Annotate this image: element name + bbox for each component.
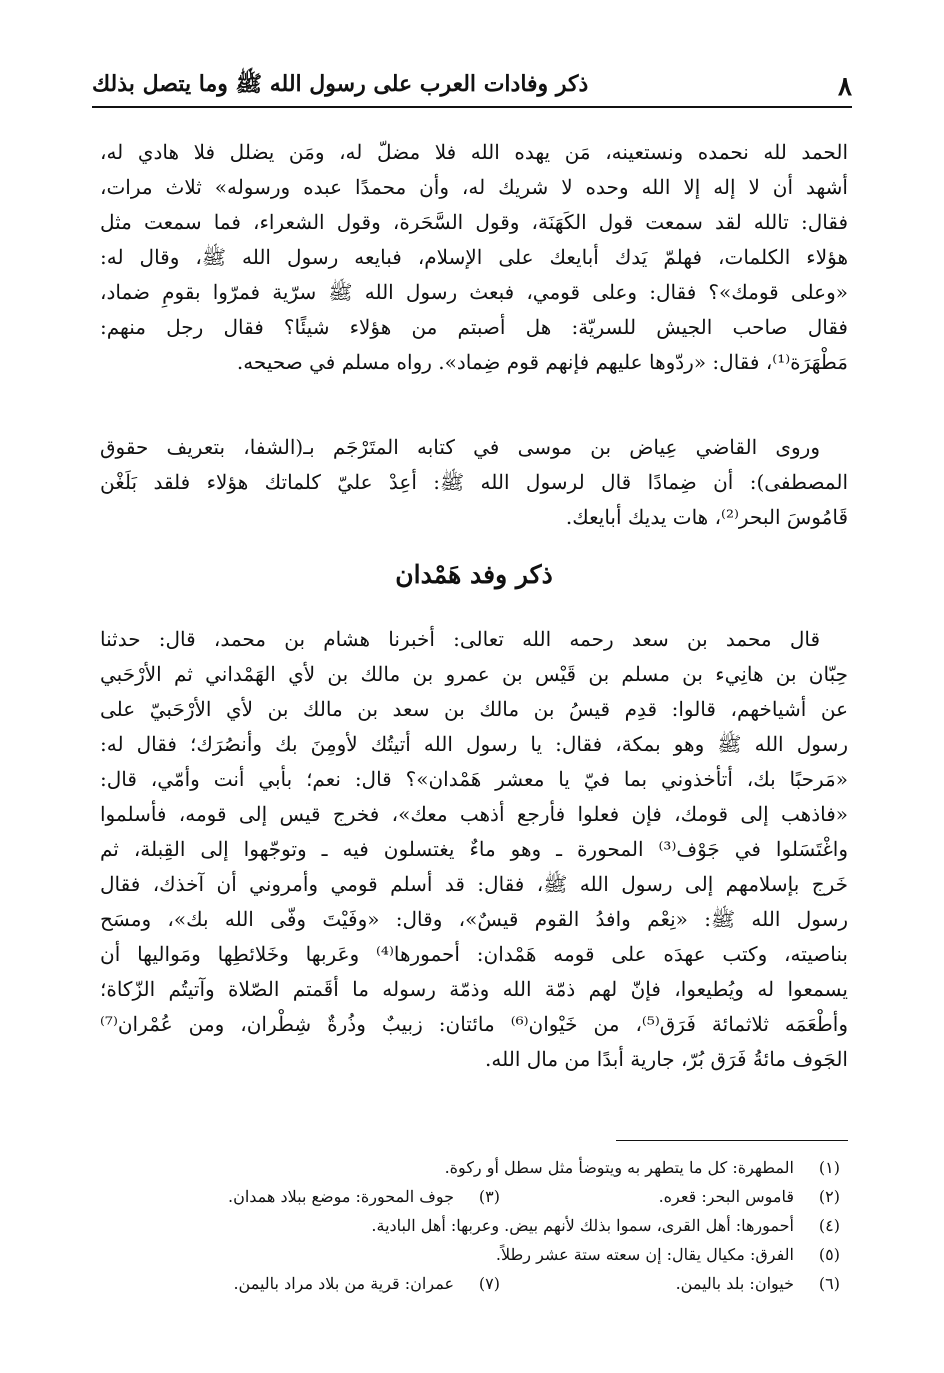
footnote-row bbox=[120, 1182, 840, 1211]
page-header bbox=[92, 58, 852, 108]
text-line: مَطْهَرَة⁽¹⁾، فقال: «ردّوها عليهم فإنهم قوم ضِماد». رواه مسلم في صحيحه. bbox=[236, 350, 848, 374]
text-line: فقال صاحب الجيش للسريّة: هل أصبتم من هؤلاء شيئًا؟ فقال رجل منهم: bbox=[100, 315, 848, 339]
text-line: عن أشياخهم، قالوا: قدِم قيسُ بن مالك بن سعد بن مالك بن لأي الأرْحَبيّ على bbox=[100, 697, 848, 721]
footnote-text: المطهرة: كل ما يتطهر به ويتوضأ مثل سطل أو ركوة. bbox=[444, 1158, 794, 1177]
text-line: حِبّان بن هانِيء بن مسلم بن قَيْس بن عمرو بن مالك بن لأي الهَمْداني ثم الأرْحَبي bbox=[100, 662, 848, 686]
text-line: الجَوف مائةُ فَرَق بُرّ، جارية أبدًا من مال الله. bbox=[485, 1047, 848, 1071]
footnote-number: (٢) bbox=[818, 1187, 840, 1206]
text-line: الحمد لله نحمده ونستعينه، مَن يهده الله فلا مضلّ له، ومَن يضلل فلا هادي له، bbox=[100, 140, 848, 164]
text-line: «فاذهب إلى قومك، فإن فعلوا فأرجع أذهب معك»، فخرج قيس إلى قومه، فأسلموا bbox=[100, 802, 848, 826]
footnote-4 bbox=[371, 1211, 840, 1240]
footnote-text: جوف المحورة: موضع ببلاد همدان. bbox=[227, 1187, 454, 1206]
footnote-text: خيوان: بلد باليمن. bbox=[675, 1274, 794, 1293]
text-line: قال محمد بن سعد رحمه الله تعالى: أخبرنا هشام بن محمد، قال: حدثنا bbox=[100, 627, 820, 651]
footnote-divider bbox=[616, 1140, 848, 1141]
footnote-row bbox=[120, 1211, 840, 1240]
paragraph-2 bbox=[100, 430, 848, 535]
section-heading: ذكر وفد هَمْدان bbox=[395, 560, 553, 589]
text-line: وأطْعَمَه ثلاثمائة فَرَق⁽⁵⁾، من خَيْوان⁽⁶⁾ مائتان: زبيبٌ وذُرةٌ شِطْران، ومن عُمْران⁽⁷⁾ bbox=[100, 1012, 848, 1036]
footnotes bbox=[120, 1153, 840, 1298]
footnote-row bbox=[120, 1269, 840, 1298]
footnote-number: (١) bbox=[818, 1158, 840, 1177]
footnote-number: (٣) bbox=[478, 1187, 500, 1206]
footnote-text: عمران: قرية من بلاد مراد باليمن. bbox=[233, 1274, 454, 1293]
footnote-5 bbox=[496, 1240, 840, 1269]
text-line: رسول الله ﷺ: «نِعْم وافدُ القوم قيسٌ»، وقال: «وفَيْتَ وفّى الله بك»، ومسَح bbox=[100, 907, 848, 931]
text-line: «مَرحبًا بك، أتأخذوني بما فيّ يا معشر هَمْدان»؟ قال: نعم؛ بأبي أنت وأمّي، قال: bbox=[100, 767, 848, 791]
text-line: هؤلاء الكلمات، فهلمّ يَدك أبايعك على الإسلام، فبايعه رسول الله ﷺ، وقال له: bbox=[100, 245, 848, 269]
footnote-number: (٦) bbox=[818, 1274, 840, 1293]
text-line: يسمعوا له ويُطيعوا، فإنّ لهم ذمّة الله وذمّة رسوله ما أقَمتم الصّلاة وآتيتُم الزّكاة؛ bbox=[100, 977, 848, 1001]
page-number: ٨ bbox=[838, 72, 852, 102]
footnote-text: الفرق: مكيال يقال: إن سعته ستة عشر رطلاً. bbox=[495, 1245, 794, 1264]
text-line: فقال: تالله لقد سمعت قول الكَهَنَة، وقول السَّحَرة، وقول الشعراء، فما سمعت مثل bbox=[100, 210, 848, 234]
paragraph-1 bbox=[100, 135, 848, 380]
footnote-number: (٧) bbox=[478, 1274, 500, 1293]
footnote-3 bbox=[228, 1182, 500, 1211]
footnote-6 bbox=[500, 1269, 840, 1298]
footnote-text: قاموس البحر: قعره. bbox=[658, 1187, 794, 1206]
paragraph-3 bbox=[100, 622, 848, 1077]
footnote-text: أحمورها: أهل القرى، سموا بذلك لأنهم بيض. وعربها: أهل البادية. bbox=[371, 1216, 794, 1235]
footnote-number: (٥) bbox=[818, 1245, 840, 1264]
running-title: ذكر وفادات العرب على رسول الله ﷺ وما يتصل بذلك bbox=[92, 71, 589, 97]
footnote-row bbox=[120, 1153, 840, 1182]
text-line: بناصيته، وكتب عهدَه على قومه هَمْدان: أحمورها⁽⁴⁾ وعَربها وخَلائطِها ومَواليها أن bbox=[100, 942, 848, 966]
footnote-2 bbox=[500, 1182, 840, 1211]
text-line: المصطفى): أن ضِمادًا قال لرسول الله ﷺ: أعِدْ عليّ كلماتك هؤلاء فلقد بَلَغْن bbox=[100, 470, 848, 494]
text-line: واغْتَسَلوا في جَوْف⁽³⁾ المحورة ـ وهو ماءٌ يغتسلون فيه ـ وتوجّهوا إلى القِبلة، ثم bbox=[100, 837, 848, 861]
text-line: وروى القاضي عِياض بن موسى في كتابه المتَرْجَم بـ(الشفا، بتعريف حقوق bbox=[100, 435, 820, 459]
footnote-1 bbox=[445, 1153, 840, 1182]
text-line: رسول الله ﷺ وهو بمكة، فقال: يا رسول الله أتيتُك لأومِنَ بك وأنصُرَك؛ فقال له: bbox=[100, 732, 848, 756]
footnote-7 bbox=[233, 1269, 500, 1298]
text-line: خَرج بإسلامهم إلى رسول الله ﷺ، فقال: قد أسلم قومي وأمروني أن آخذك، فقال bbox=[100, 872, 848, 896]
text-line: قَامُوسَ البحر⁽²⁾، هات يديك أبايعك. bbox=[565, 505, 848, 529]
text-line: «وعلى قومك»؟ فقال: وعلى قومي، فبعث رسول الله ﷺ سرّية فمرّوا بقومِ ضماد، bbox=[100, 280, 848, 304]
text-line: أشهد أن لا إله إلا الله وحده لا شريك له، وأن محمدًا عبده ورسوله» ثلاث مرات، bbox=[100, 175, 848, 199]
footnote-number: (٤) bbox=[818, 1216, 840, 1235]
footnote-row bbox=[120, 1240, 840, 1269]
